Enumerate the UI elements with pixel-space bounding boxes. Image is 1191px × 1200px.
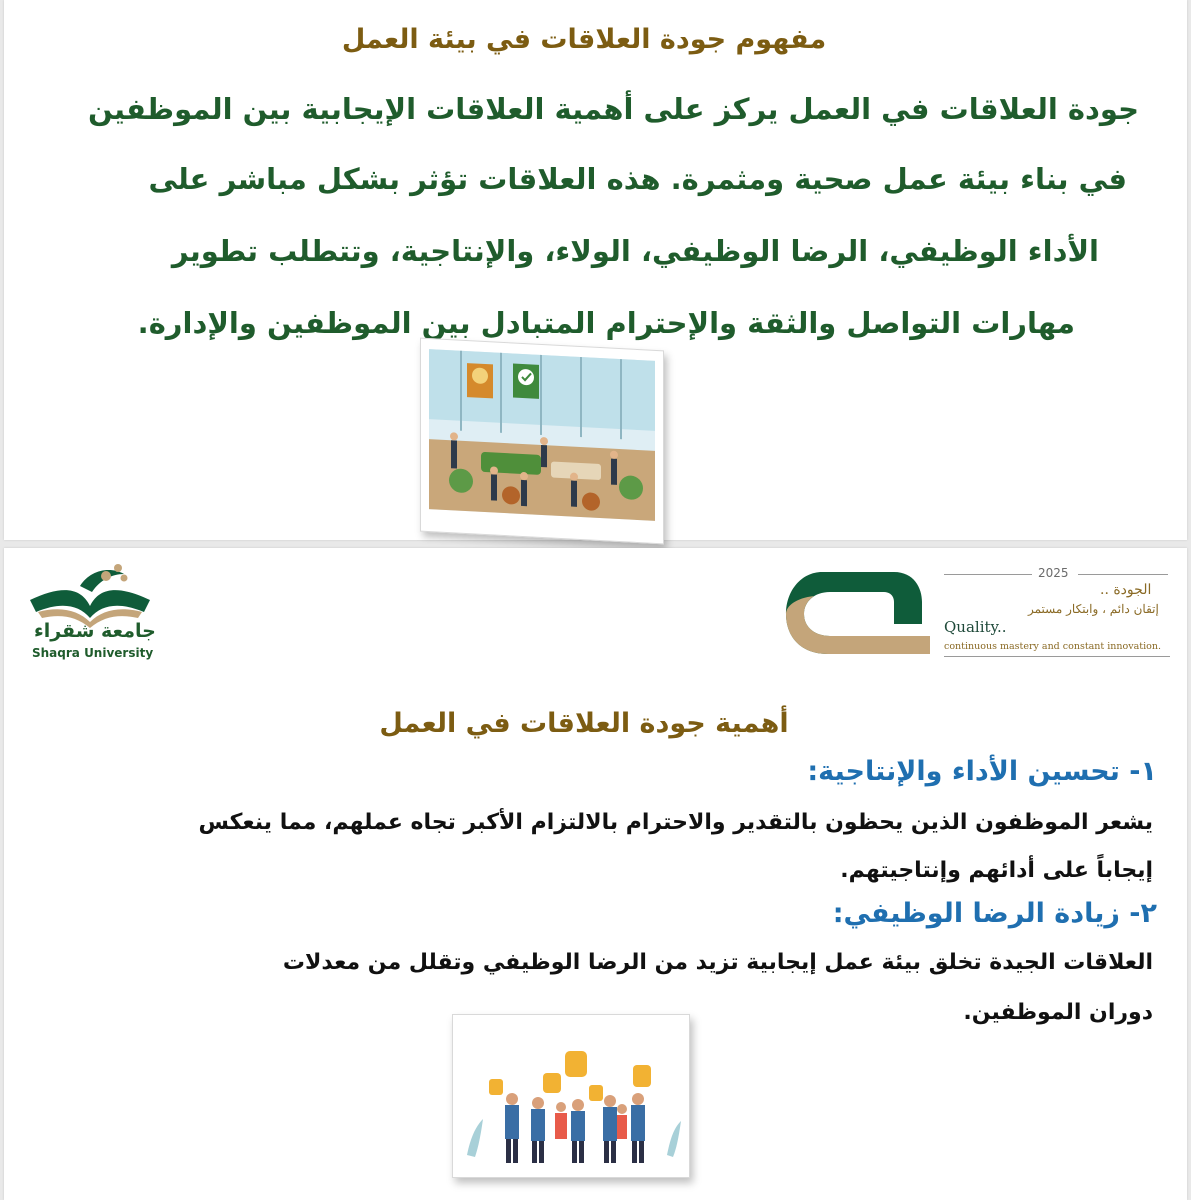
- point-text-line: إيجاباً على أدائهم وإنتاجيتهم.: [840, 858, 1153, 883]
- office-scene-image: [420, 338, 664, 545]
- quality-logo: [782, 562, 932, 658]
- office-illustration: [421, 339, 663, 544]
- thumbs-up-team-image: [452, 1014, 690, 1178]
- slide-importance: [4, 548, 1187, 1200]
- point-text-line: العلاقات الجيدة تخلق بيئة عمل إيجابية تزيد من الرضا الوظيفي وتقلل من معدلات: [282, 950, 1153, 975]
- paragraph-line: في بناء بيئة عمل صحية ومثمرة. هذه العلاقات تؤثر بشكل مباشر على: [148, 162, 1127, 196]
- quality-year: 2025: [1038, 566, 1069, 580]
- team-illustration: [453, 1015, 689, 1177]
- paragraph-line: الأداء الوظيفي، الرضا الوظيفي، الولاء، والإنتاجية، وتتطلب تطوير: [171, 234, 1099, 268]
- slide-title: أهمية جودة العلاقات في العمل: [379, 708, 789, 739]
- slide-concept: [4, 0, 1187, 540]
- point-heading: ١- تحسين الأداء والإنتاجية:: [807, 756, 1157, 787]
- university-name-english: Shaqra University: [32, 646, 154, 660]
- point-heading: ٢- زيادة الرضا الوظيفي:: [832, 898, 1157, 929]
- slide-title: مفهوم جودة العلاقات في بيئة العمل: [341, 24, 827, 55]
- divider: [1078, 574, 1168, 575]
- divider: [944, 574, 1032, 575]
- point-text-line: يشعر الموظفون الذين يحظون بالتقدير والاحترام بالالتزام الأكبر تجاه عملهم، مما ينعكس: [198, 810, 1153, 835]
- paragraph-line: مهارات التواصل والثقة والإحترام المتبادل بين الموظفين والإدارة.: [137, 306, 1075, 340]
- university-name-arabic: جامعة شقراء: [34, 620, 156, 642]
- quality-title-arabic: الجودة ..: [1100, 582, 1152, 598]
- paragraph-line: جودة العلاقات في العمل يركز على أهمية العلاقات الإيجابية بين الموظفين: [87, 92, 1139, 126]
- point-text-line: دوران الموظفين.: [963, 1000, 1153, 1025]
- quality-title-english: Quality..: [944, 618, 1007, 636]
- divider: [944, 656, 1170, 657]
- quality-subtitle-english: continuous mastery and constant innovation.: [944, 641, 1161, 652]
- quality-subtitle-arabic: إتقان دائم ، وابتكار مستمر: [1028, 602, 1159, 616]
